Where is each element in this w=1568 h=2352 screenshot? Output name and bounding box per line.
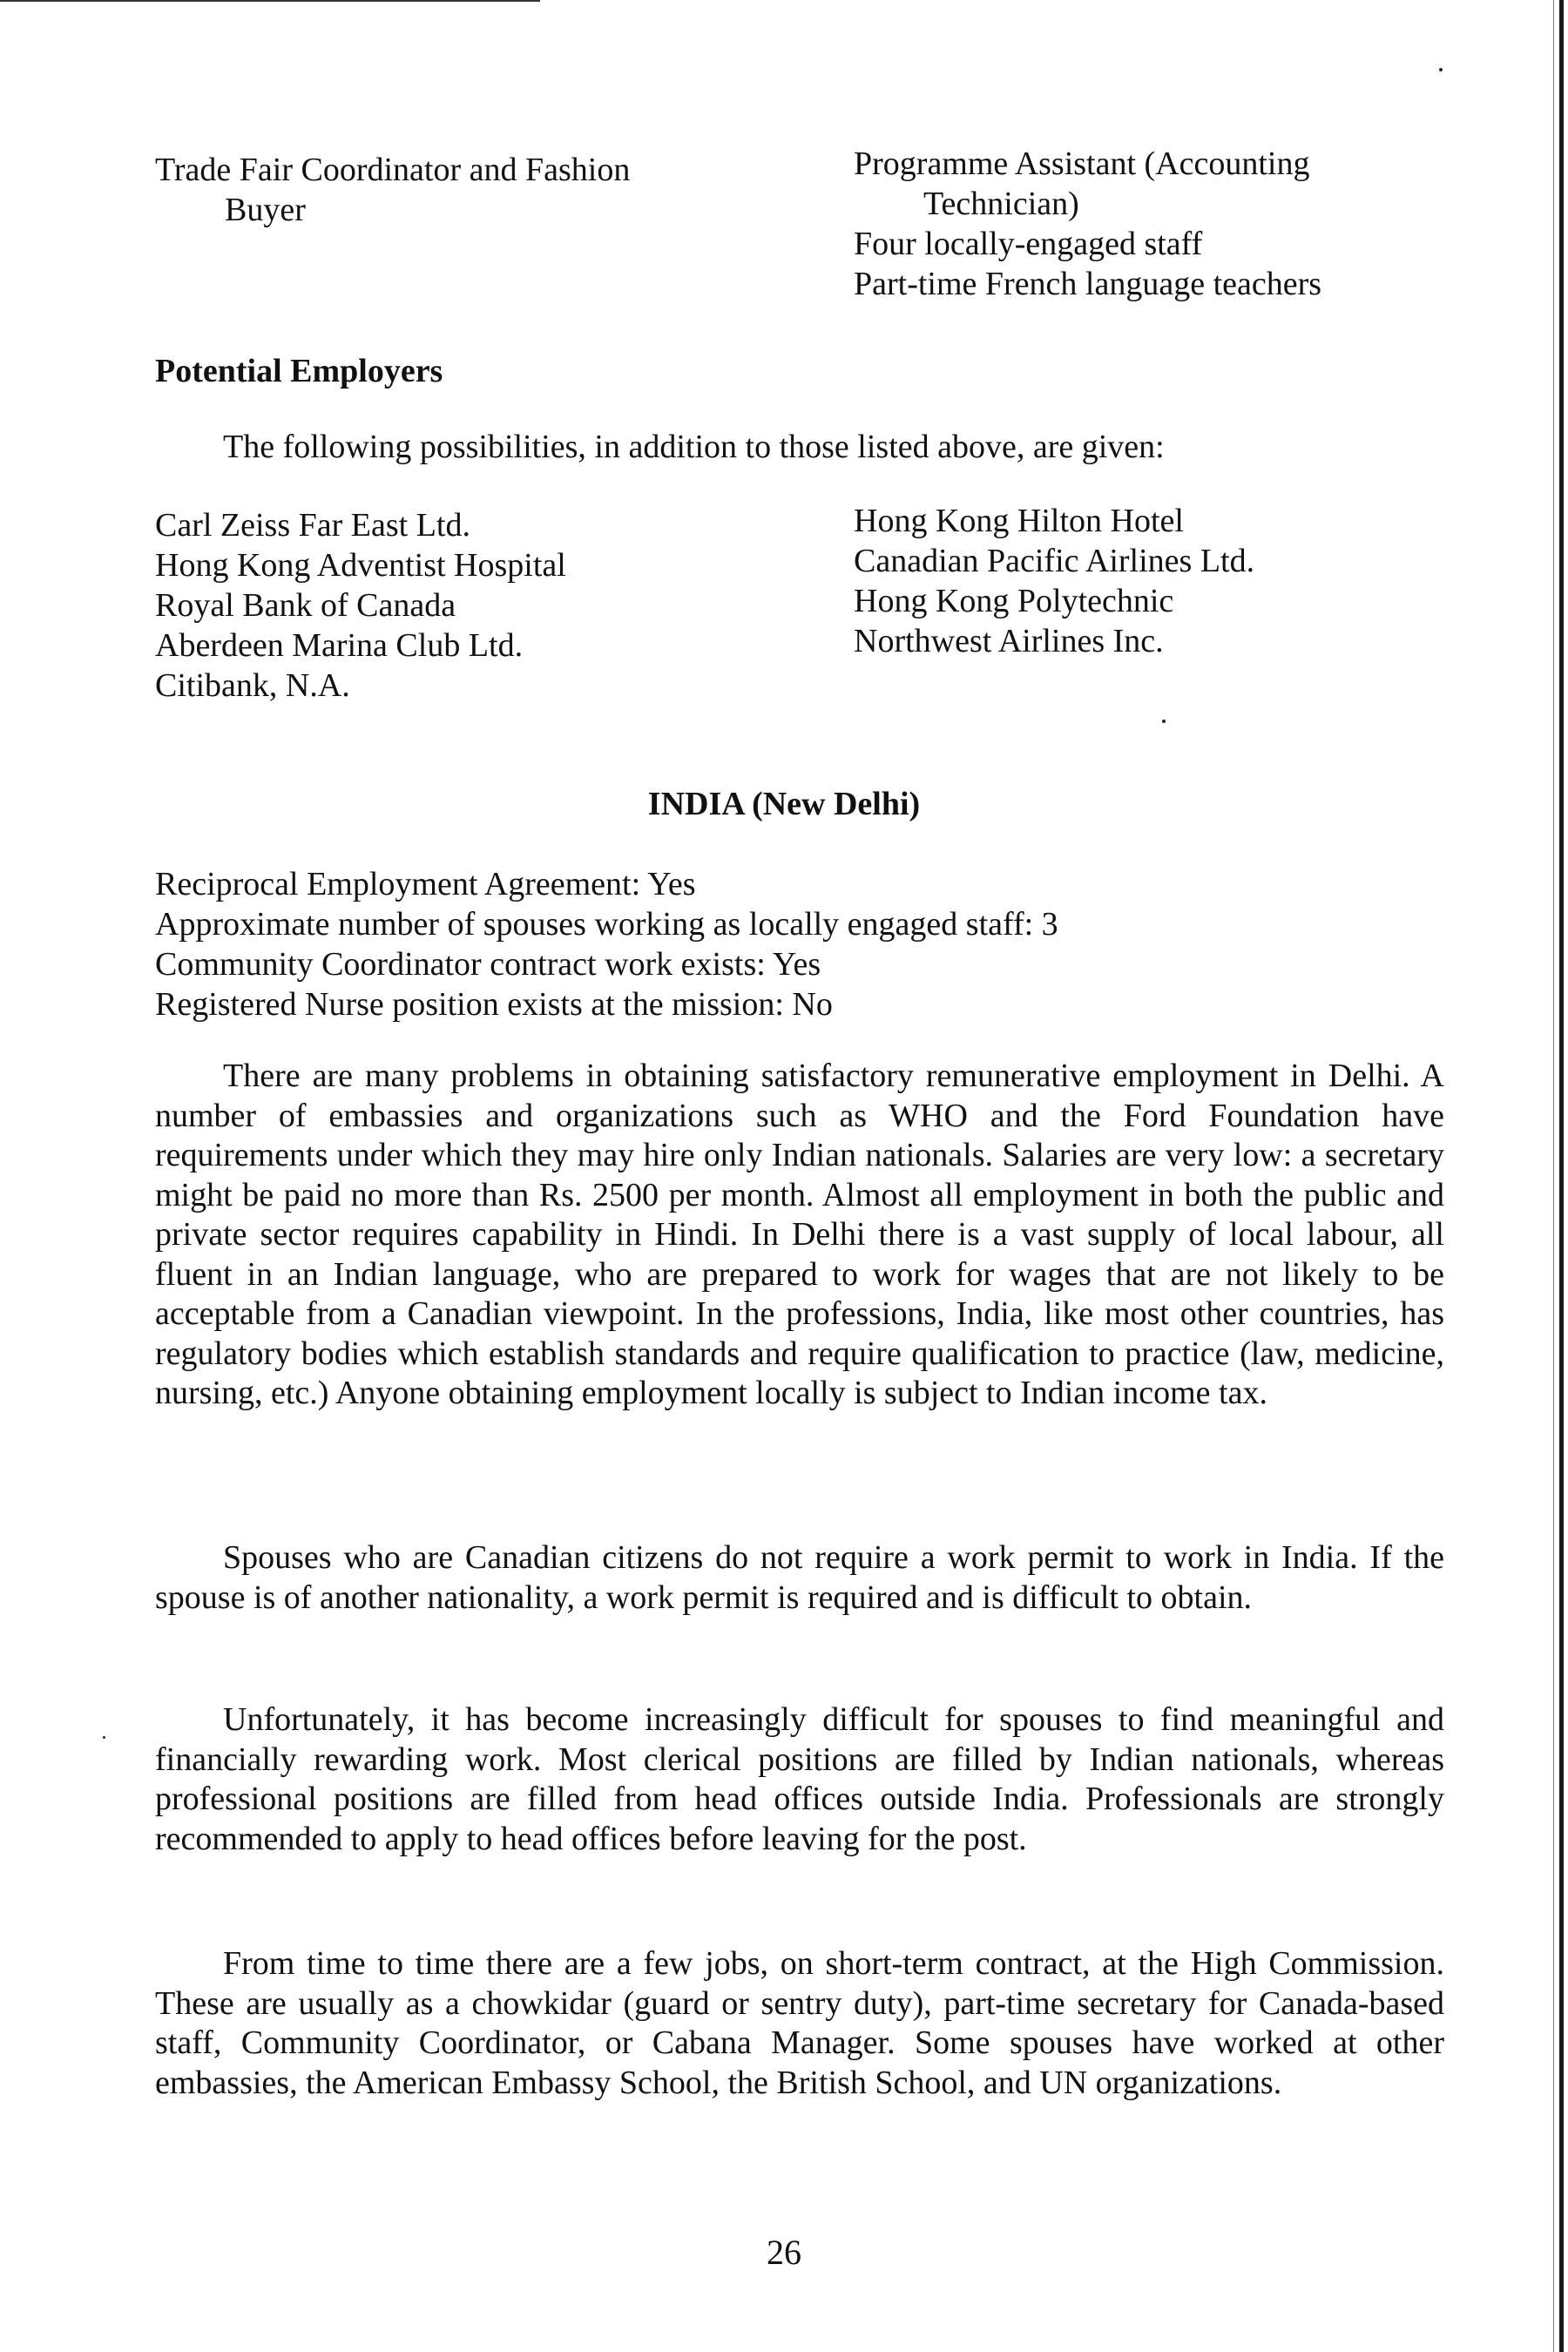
india-section-heading: INDIA (New Delhi) bbox=[647, 786, 921, 822]
page-number: 26 bbox=[767, 2233, 801, 2272]
paragraph-employment-problems: There are many problems in obtaining satisfactory remunerative employment in Delhi. A number of embassies and organizations such as WHO and the Ford Foundation have requirements under which they may hire only Indian nationals. Salaries are very low: a secretary might be paid no more than Rs. 2500 per month. Almost all employment in both the public and private sector requires capability in Hindi. In Delhi there is a vast supply of local labour, all fluent in an Indian language, who are prepared to work for wages that are not likely to be acceptable from a Canadian viewpoint. In the professions, India, like most other countries, has regulatory bodies which establish standards and require qualification to practice (law, medicine, nursing, etc.) Anyone obtaining employment locally is subject to Indian income tax. bbox=[155, 1058, 1444, 1411]
employer-item: Citibank, N.A. bbox=[155, 667, 350, 704]
staff-item: Part-time French language teachers bbox=[854, 266, 1322, 302]
employers-list-left bbox=[155, 505, 765, 706]
scan-speck bbox=[1162, 720, 1166, 723]
fact-community-coordinator: Community Coordinator contract work exists: Yes bbox=[155, 946, 821, 983]
scan-right-edge-thin bbox=[1553, 0, 1554, 2352]
scan-speck bbox=[103, 1736, 105, 1739]
employer-item: Royal Bank of Canada bbox=[155, 587, 456, 624]
employer-item: Hong Kong Polytechnic bbox=[854, 583, 1174, 619]
staff-item-continued: Technician) bbox=[923, 186, 1079, 222]
paragraph-work-permit: Spouses who are Canadian citizens do not require a work permit to work in India. If the spouse is of another nationality, a work permit is required and is difficult to obtain. bbox=[155, 1539, 1444, 1616]
staff-item-continued: Buyer bbox=[225, 192, 306, 228]
employer-item: Hong Kong Hilton Hotel bbox=[854, 503, 1184, 539]
employer-item: Aberdeen Marina Club Ltd. bbox=[155, 627, 524, 664]
scan-top-rule bbox=[0, 0, 540, 2]
fact-spouses-working: Approximate number of spouses working as locally engaged staff: 3 bbox=[155, 906, 1058, 943]
scan-speck bbox=[1439, 68, 1443, 71]
staff-item: Trade Fair Coordinator and Fashion bbox=[155, 152, 631, 188]
paragraph-difficulty: Unfortunately, it has become increasingly difficult for spouses to find meaningful and financially rewarding work. Most clerical positions are filled by Indian nationals, whereas professional positions are filled from head offices outside India. Professionals are strongly recommended to apply to head offices before leaving for the post. bbox=[155, 1701, 1444, 1857]
staff-list-left bbox=[155, 150, 721, 230]
employers-intro: The following possibilities, in addition to those listed above, are given: bbox=[223, 429, 1165, 465]
fact-registered-nurse: Registered Nurse position exists at the mission: No bbox=[155, 986, 833, 1023]
employer-item: Carl Zeiss Far East Ltd. bbox=[155, 507, 470, 544]
staff-item: Four locally-engaged staff bbox=[854, 226, 1203, 262]
staff-list-right bbox=[854, 144, 1463, 304]
india-facts-list bbox=[155, 864, 1462, 1024]
staff-item: Programme Assistant (Accounting bbox=[854, 145, 1310, 182]
scan-right-edge-bar bbox=[1559, 0, 1564, 2352]
potential-employers-heading: Potential Employers bbox=[155, 353, 443, 389]
employer-item: Canadian Pacific Airlines Ltd. bbox=[854, 543, 1255, 579]
employers-list-right bbox=[854, 501, 1463, 661]
fact-reciprocal-agreement: Reciprocal Employment Agreement: Yes bbox=[155, 866, 696, 902]
employer-item: Hong Kong Adventist Hospital bbox=[155, 547, 566, 584]
employer-item: Northwest Airlines Inc. bbox=[854, 623, 1164, 659]
paragraph-short-term-jobs: From time to time there are a few jobs, on short-term contract, at the High Commission. These are usually as a chowkidar (guard or sentry duty), part-time secretary for Canada-based staff, Community Coordinator, or Cabana Manager. Some spouses have worked at other embassies, the American Embassy School, the British School, and UN organizations. bbox=[155, 1945, 1444, 2101]
